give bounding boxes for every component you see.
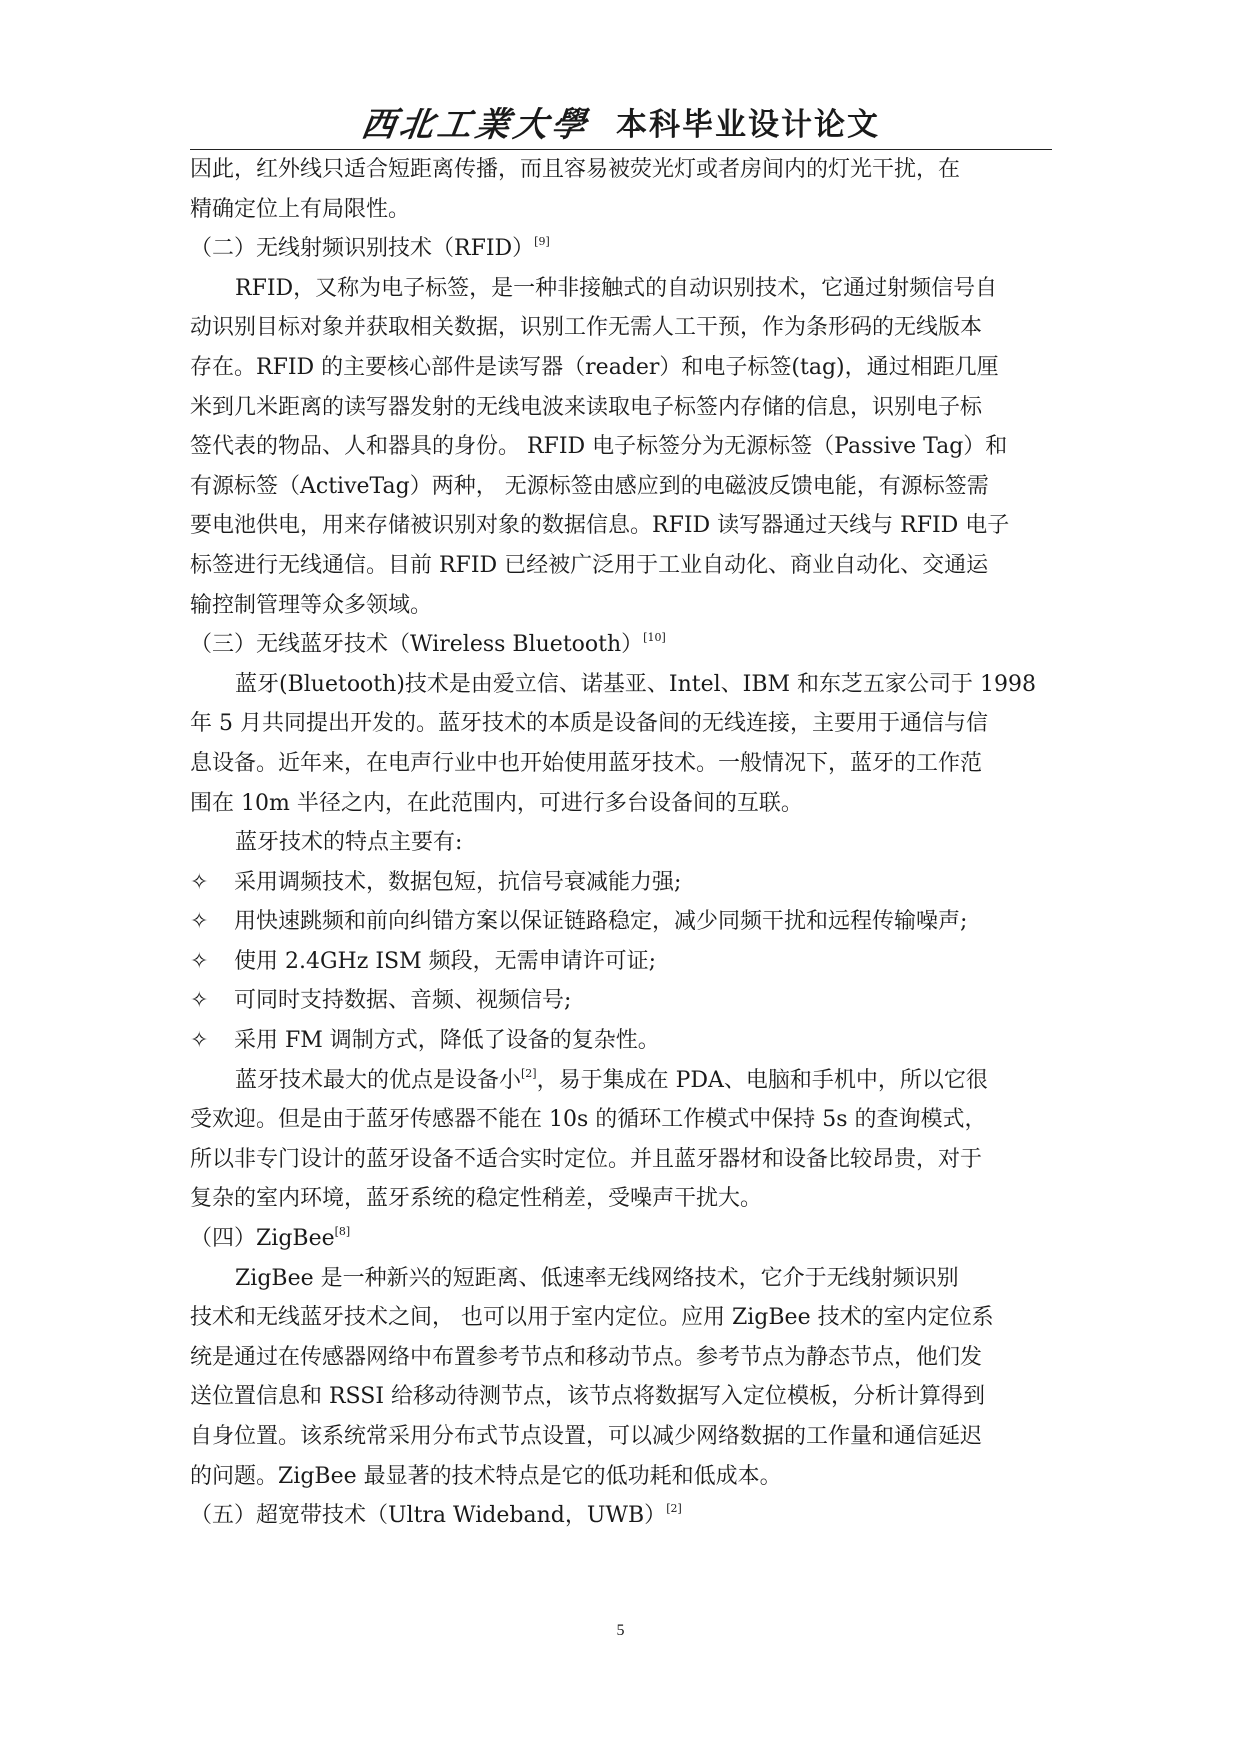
line-text: 可同时支持数据、音频、视频信号;	[234, 988, 572, 1014]
line-text: 送位置信息和 RSSI 给移动待测节点，该节点将数据写入定位模板，分析计算得到	[190, 1384, 985, 1410]
line-text: 签代表的物品、人和器具的身份。 RFID 电子标签分为无源标签（Passive Tag）和	[190, 434, 1008, 460]
line-text: 复杂的室内环境，蓝牙系统的稳定性稍差，受噪声干扰大。	[190, 1186, 763, 1212]
line-text: RFID，又称为电子标签，是一种非接触式的自动识别技术，它通过射频信号自	[235, 275, 998, 301]
line-text: 受欢迎。但是由于蓝牙传感器不能在 10s 的循环工作模式中保持 5s 的查询模式，	[190, 1107, 987, 1133]
text-line	[190, 1100, 1070, 1140]
page-number: 5	[616, 1622, 625, 1639]
text-line	[190, 388, 1070, 428]
line-text: 的问题。ZigBee 最显著的技术特点是它的低功耗和低成本。	[190, 1463, 782, 1489]
line-text: 蓝牙技术最大的优点是设备小	[235, 1067, 522, 1093]
text-line	[190, 1140, 1070, 1180]
line-text: 统是通过在传感器网络中布置参考节点和移动节点。参考节点为静态节点，他们发	[190, 1344, 983, 1370]
text-line	[190, 269, 1070, 309]
text-line	[190, 150, 1070, 190]
bullet-item	[190, 902, 1070, 942]
line-text: ，易于集成在 PDA、电脑和手机中，所以它很	[536, 1067, 988, 1093]
line-text: 要电池供电，用来存储被识别对象的数据信息。RFID 读写器通过天线与 RFID 电子	[190, 513, 1010, 539]
line-text: （三）无线蓝牙技术（Wireless Bluetooth）	[190, 632, 644, 658]
line-text: 存在。RFID 的主要核心部件是读写器（reader）和电子标签(tag)，通过相距几厘	[190, 354, 999, 380]
line-text: （二）无线射频识别技术（RFID）	[190, 236, 535, 262]
line-text: 因此，红外线只适合短距离传播，而且容易被荧光灯或者房间内的灯光干扰，在	[190, 157, 961, 182]
line-text: 使用 2.4GHz ISM 频段，无需申请许可证;	[234, 948, 657, 974]
line-text: 蓝牙(Bluetooth)技术是由爱立信、诺基亚、Intel、IBM 和东芝五家公司于 1998	[235, 671, 1037, 697]
line-text: 围在 10m 半径之内，在此范围内，可进行多台设备间的互联。	[190, 790, 803, 816]
line-text: 所以非专门设计的蓝牙设备不适合实时定位。并且蓝牙器材和设备比较昂贵，对于	[190, 1146, 983, 1172]
text-line	[190, 1417, 1070, 1457]
text-line	[190, 1377, 1070, 1417]
bullet-icon: ✧	[190, 869, 209, 895]
text-line	[190, 1298, 1070, 1338]
text-line	[190, 506, 1070, 546]
text-line	[190, 546, 1070, 586]
body-text	[190, 150, 1070, 1536]
line-text: 技术和无线蓝牙技术之间， 也可以用于室内定位。应用 ZigBee 技术的室内定位系	[190, 1305, 994, 1331]
bullet-item	[190, 942, 1070, 982]
text-line	[190, 704, 1070, 744]
section-heading	[190, 625, 1070, 665]
line-text: 精确定位上有局限性。	[190, 196, 411, 222]
text-line	[190, 1338, 1070, 1378]
line-text: 采用 FM 调制方式，降低了设备的复杂性。	[234, 1028, 660, 1054]
bullet-icon: ✧	[190, 1028, 209, 1054]
line-text: 输控制管理等众多领域。	[190, 592, 433, 618]
line-text: ZigBee 是一种新兴的短距离、低速率无线网络技术，它介于无线射频识别	[235, 1265, 959, 1291]
section-heading	[190, 1219, 1070, 1259]
line-text: 有源标签（ActiveTag）两种， 无源标签由感应到的电磁波反馈电能，有源标签需	[190, 473, 989, 499]
bullet-icon: ✧	[190, 988, 209, 1014]
text-line	[190, 1259, 1070, 1299]
line-text: 用快速跳频和前向纠错方案以保证链路稳定，减少同频干扰和远程传输噪声;	[234, 909, 968, 935]
line-text: （五）超宽带技术（Ultra Wideband，UWB）	[190, 1503, 667, 1529]
text-line	[190, 427, 1070, 467]
citation-ref: [8]	[334, 1225, 351, 1239]
citation-ref: [2]	[666, 1502, 682, 1516]
line-text: 年 5 月共同提出开发的。蓝牙技术的本质是设备间的无线连接，主要用于通信与信	[190, 711, 988, 737]
bullet-item	[190, 863, 1070, 903]
text-line	[190, 467, 1070, 507]
bullet-icon: ✧	[190, 948, 209, 974]
text-line	[190, 1061, 1070, 1101]
text-line	[190, 190, 1070, 230]
line-text: 标签进行无线通信。目前 RFID 已经被广泛用于工业自动化、商业自动化、交通运	[190, 552, 989, 578]
citation-ref: [2]	[521, 1066, 537, 1080]
line-text: 动识别目标对象并获取相关数据，识别工作无需人工干预，作为条形码的无线版本	[190, 315, 983, 341]
bullet-item	[190, 1021, 1070, 1061]
header-title: 本科毕业设计论文	[616, 106, 880, 143]
text-line	[190, 348, 1070, 388]
section-heading	[190, 229, 1070, 269]
university-logo: 西北工業大學	[358, 104, 593, 145]
line-text: 息设备。近年来，在电声行业中也开始使用蓝牙技术。一般情况下，蓝牙的工作范	[190, 750, 983, 776]
text-line	[190, 308, 1070, 348]
citation-ref: [10]	[643, 631, 666, 645]
bullet-item	[190, 981, 1070, 1021]
citation-ref: [9]	[534, 235, 550, 249]
bullet-icon: ✧	[190, 909, 209, 935]
line-text: 采用调频技术，数据包短，抗信号衰减能力强;	[234, 869, 682, 895]
text-line	[190, 823, 1070, 863]
text-line	[190, 665, 1070, 705]
text-line	[190, 744, 1070, 784]
text-line	[190, 1457, 1070, 1497]
text-line	[190, 586, 1070, 626]
line-text: 蓝牙技术的特点主要有:	[235, 830, 463, 856]
section-heading	[190, 1496, 1070, 1536]
line-text: 米到几米距离的读写器发射的无线电波来读取电子标签内存储的信息，识别电子标	[190, 394, 983, 420]
text-line	[190, 784, 1070, 824]
line-text: （四）ZigBee	[190, 1226, 335, 1252]
line-text: 自身位置。该系统常采用分布式节点设置，可以减少网络数据的工作量和通信延迟	[190, 1424, 983, 1449]
page-header	[190, 96, 1052, 146]
text-line	[190, 1179, 1070, 1219]
